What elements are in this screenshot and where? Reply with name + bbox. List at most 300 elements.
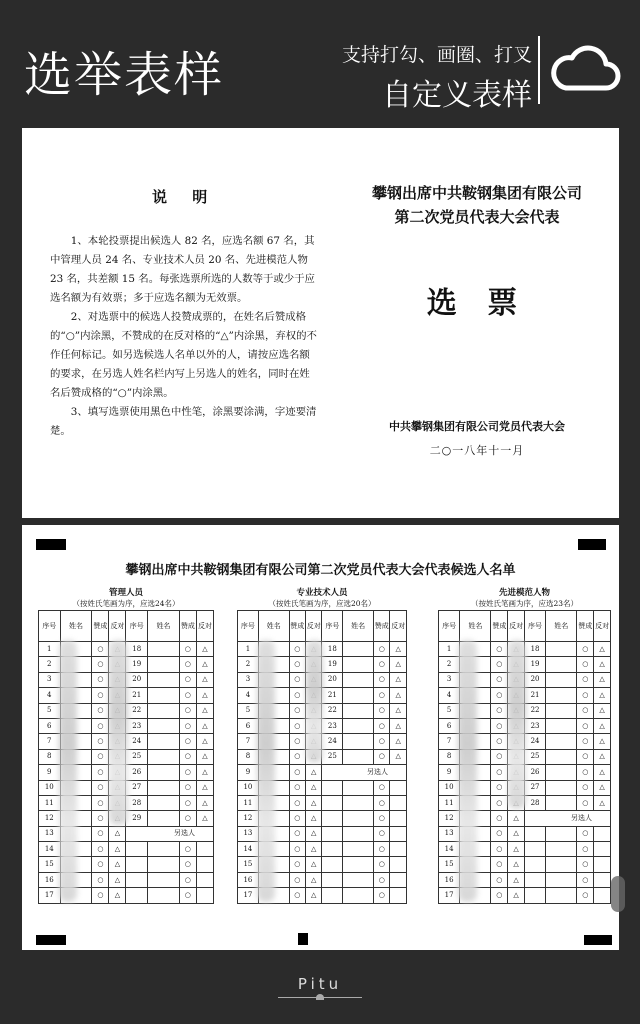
oppose-triangle[interactable]: △ [306,765,322,780]
write-in-name[interactable] [524,857,545,872]
oppose-triangle[interactable]: △ [196,795,213,810]
seq-cell: 18 [126,642,148,657]
cloud-icon[interactable] [548,40,622,100]
oppose-triangle[interactable]: △ [109,857,126,872]
approve-circle[interactable]: ○ [577,780,594,795]
oppose-triangle[interactable]: △ [508,811,525,826]
registration-mark [36,935,66,945]
approve-circle[interactable]: ○ [289,765,305,780]
seq-cell: 28 [524,795,545,810]
approve-circle[interactable]: ○ [374,811,390,826]
approve-circle[interactable]: ○ [491,718,508,733]
seq-cell: 23 [524,718,545,733]
seq-cell: 11 [39,795,61,810]
oppose-triangle[interactable]: △ [508,872,525,887]
seq-cell: 20 [322,672,343,687]
seq-cell: 9 [238,765,259,780]
write-in-name[interactable] [524,872,545,887]
name-cell [546,642,577,657]
name-cell [343,657,374,672]
approve-circle[interactable]: ○ [92,688,109,703]
oppose-triangle[interactable]: △ [390,657,407,672]
approve-circle[interactable]: ○ [289,672,305,687]
name-cell [546,795,577,810]
oppose-triangle[interactable]: △ [196,703,213,718]
column-header: 赞成 [289,611,305,642]
approve-circle[interactable]: ○ [491,672,508,687]
redacted-names [458,640,476,902]
approve-circle[interactable]: ○ [289,857,305,872]
column-header: 姓名 [258,611,289,642]
write-in-name-cell[interactable] [546,888,577,903]
name-cell [546,703,577,718]
seq-cell: 25 [126,749,148,764]
oppose-triangle[interactable]: △ [390,688,407,703]
oppose-triangle[interactable]: △ [109,842,126,857]
approve-circle[interactable]: ○ [289,718,305,733]
approve-circle[interactable]: ○ [374,703,390,718]
write-in-name[interactable] [322,842,343,857]
write-in-name-cell[interactable] [343,826,374,841]
approve-circle[interactable]: ○ [374,749,390,764]
seq-cell: 6 [39,718,61,733]
write-in-name[interactable] [322,780,343,795]
oppose-triangle[interactable]: △ [594,749,611,764]
blank-cell [390,842,407,857]
seq-cell: 20 [524,672,545,687]
write-in-name[interactable] [322,811,343,826]
write-in-name[interactable] [322,888,343,903]
registration-mark [36,539,66,550]
name-cell [546,672,577,687]
blank-cell [594,888,611,903]
name-cell [148,703,180,718]
seq-cell: 9 [39,765,61,780]
approve-circle[interactable]: ○ [491,703,508,718]
oppose-triangle[interactable]: △ [390,703,407,718]
seq-cell: 25 [524,749,545,764]
approve-circle[interactable]: ○ [491,765,508,780]
approve-circle[interactable]: ○ [491,811,508,826]
write-in-name-cell[interactable] [546,842,577,857]
write-in-name-cell[interactable] [546,826,577,841]
approve-circle[interactable]: ○ [289,826,305,841]
approve-circle[interactable]: ○ [289,842,305,857]
approve-circle[interactable]: ○ [289,780,305,795]
seq-cell: 28 [126,795,148,810]
write-in-name-cell[interactable] [343,795,374,810]
seq-cell: 7 [439,734,460,749]
approve-circle[interactable]: ○ [179,688,196,703]
section-note: （按姓氏笔画为序，应选20名） [268,599,376,608]
column-header: 序号 [39,611,61,642]
approve-circle[interactable]: ○ [92,749,109,764]
approve-circle[interactable]: ○ [577,703,594,718]
approve-circle[interactable]: ○ [179,780,196,795]
write-in-name[interactable] [126,842,148,857]
approve-circle[interactable]: ○ [179,642,196,657]
approve-circle[interactable]: ○ [491,888,508,903]
name-cell [343,672,374,687]
write-in-name[interactable] [126,872,148,887]
approve-circle[interactable]: ○ [289,703,305,718]
seq-cell: 7 [238,734,259,749]
approve-circle[interactable]: ○ [491,642,508,657]
approve-circle[interactable]: ○ [289,642,305,657]
blank-cell [196,842,213,857]
redacted-names [59,640,78,902]
column-header: 姓名 [343,611,374,642]
write-in-name-cell[interactable] [343,857,374,872]
write-in-name[interactable] [322,826,343,841]
oppose-triangle[interactable]: △ [306,811,322,826]
seq-cell: 4 [439,688,460,703]
approve-circle[interactable]: ○ [289,795,305,810]
write-in-name-cell[interactable] [343,780,374,795]
approve-circle[interactable]: ○ [374,672,390,687]
write-in-name-cell[interactable] [148,872,180,887]
approve-circle[interactable]: ○ [374,780,390,795]
oppose-triangle[interactable]: △ [390,672,407,687]
brand-ornament [316,994,324,1000]
oppose-triangle[interactable]: △ [109,872,126,887]
approve-circle[interactable]: ○ [577,642,594,657]
approve-circle[interactable]: ○ [374,842,390,857]
column-header: 反对 [390,611,407,642]
write-in-name-cell[interactable] [148,888,180,903]
seq-cell: 13 [439,826,460,841]
write-in-name-cell[interactable] [148,857,180,872]
column-header: 反对 [109,611,126,642]
seq-cell: 17 [439,888,460,903]
oppose-triangle[interactable]: △ [196,734,213,749]
approve-circle[interactable]: ○ [577,688,594,703]
oppose-triangle[interactable]: △ [390,642,407,657]
approve-circle[interactable]: ○ [179,703,196,718]
seq-cell: 5 [39,703,61,718]
seq-cell: 12 [238,811,259,826]
column-header: 姓名 [546,611,577,642]
approve-circle[interactable]: ○ [92,826,109,841]
oppose-triangle[interactable]: △ [508,857,525,872]
seq-cell: 24 [322,734,343,749]
write-in-name-cell[interactable] [343,811,374,826]
ballot-cover-sheet [22,128,619,518]
seq-cell: 2 [238,657,259,672]
oppose-triangle[interactable]: △ [508,888,525,903]
column-header: 序号 [238,611,259,642]
seq-cell: 3 [439,672,460,687]
approve-circle[interactable]: ○ [92,765,109,780]
oppose-triangle[interactable]: △ [594,688,611,703]
oppose-triangle[interactable]: △ [196,765,213,780]
approve-circle[interactable]: ○ [92,657,109,672]
oppose-triangle[interactable]: △ [594,657,611,672]
seq-cell: 3 [238,672,259,687]
approve-circle[interactable]: ○ [179,842,196,857]
ballot-title: 选 票 [426,286,528,321]
name-cell [148,795,180,810]
oppose-triangle[interactable]: △ [508,842,525,857]
explanation-paragraph: 2、对选票中的候选人投赞成票的，在姓名后赞成格的“○”内涂黑，不赞成的在反对格的“△”内涂黑，弃权的不作任何标记。如另选候选人名单以外的人，请按应选名额的要求，在另选人姓名栏内写上另选人的姓名，同时在姓名后赞成格的“○”内涂黑。 [50,311,317,399]
approve-circle[interactable]: ○ [289,657,305,672]
approve-circle[interactable]: ○ [289,811,305,826]
app-header [0,0,640,128]
write-in-name-cell[interactable] [148,842,180,857]
seq-cell: 13 [39,826,61,841]
approve-circle[interactable]: ○ [374,826,390,841]
approve-circle[interactable]: ○ [491,872,508,887]
approve-circle[interactable]: ○ [179,857,196,872]
approve-circle[interactable]: ○ [374,857,390,872]
issue-date: 二○一八年十一月 [429,444,525,457]
approve-circle[interactable]: ○ [92,872,109,887]
seq-cell: 14 [439,842,460,857]
oppose-triangle[interactable]: △ [594,703,611,718]
column-header: 序号 [439,611,460,642]
oppose-triangle[interactable]: △ [306,795,322,810]
approve-circle[interactable]: ○ [179,795,196,810]
approve-circle[interactable]: ○ [577,718,594,733]
registration-mark [578,539,606,550]
seq-cell: 19 [524,657,545,672]
approve-circle[interactable]: ○ [374,795,390,810]
oppose-triangle[interactable]: △ [196,642,213,657]
oppose-triangle[interactable]: △ [594,718,611,733]
seq-cell: 19 [322,657,343,672]
write-in-name[interactable] [524,842,545,857]
oppose-triangle[interactable]: △ [109,826,126,841]
name-cell [343,718,374,733]
approve-circle[interactable]: ○ [289,688,305,703]
approve-circle[interactable]: ○ [374,718,390,733]
approve-circle[interactable]: ○ [179,749,196,764]
approve-circle[interactable]: ○ [92,718,109,733]
seq-cell: 20 [126,672,148,687]
blank-cell [196,857,213,872]
oppose-triangle[interactable]: △ [390,749,407,764]
approve-circle[interactable]: ○ [374,642,390,657]
approve-circle[interactable]: ○ [577,888,594,903]
oppose-triangle[interactable]: △ [390,718,407,733]
approve-circle[interactable]: ○ [289,749,305,764]
approve-circle[interactable]: ○ [491,795,508,810]
approve-circle[interactable]: ○ [179,765,196,780]
approve-circle[interactable]: ○ [577,842,594,857]
write-in-name-cell[interactable] [546,857,577,872]
approve-circle[interactable]: ○ [491,842,508,857]
approve-circle[interactable]: ○ [92,780,109,795]
seq-cell: 16 [39,872,61,887]
redacted-names [508,640,526,809]
oppose-triangle[interactable]: △ [306,826,322,841]
write-in-name-cell[interactable] [343,872,374,887]
oppose-triangle[interactable]: △ [306,780,322,795]
approve-circle[interactable]: ○ [179,872,196,887]
oppose-triangle[interactable]: △ [594,795,611,810]
feature-subtitle: 支持打勾、画圈、打叉 [341,44,532,66]
seq-cell: 11 [439,795,460,810]
name-cell [148,749,180,764]
approve-circle[interactable]: ○ [491,734,508,749]
write-in-name[interactable] [524,826,545,841]
oppose-triangle[interactable]: △ [594,672,611,687]
blank-cell [594,826,611,841]
seq-cell: 22 [126,703,148,718]
approve-circle[interactable]: ○ [491,657,508,672]
approve-circle[interactable]: ○ [491,857,508,872]
approve-circle[interactable]: ○ [92,795,109,810]
seq-cell: 1 [439,642,460,657]
approve-circle[interactable]: ○ [179,718,196,733]
write-in-name[interactable] [322,857,343,872]
write-in-name-cell[interactable] [546,872,577,887]
approve-circle[interactable]: ○ [491,826,508,841]
column-header: 赞成 [577,611,594,642]
oppose-triangle[interactable]: △ [594,780,611,795]
explanation-paragraph: 1、本轮投票提出候选人 82 名，应选名额 67 名，其中管理人员 24 名、专业技术人员 20 名、先进模范人物 23 名，共差额 15 名。每张选票所选的人数等于或少于应选名额为有效票；多于应选名额为无效票。 [50,235,315,304]
approve-circle[interactable]: ○ [491,780,508,795]
registration-mark [584,935,612,945]
oppose-triangle[interactable]: △ [196,811,213,826]
approve-circle[interactable]: ○ [374,688,390,703]
seq-cell: 8 [39,749,61,764]
blank-cell [390,811,407,826]
seq-cell: 3 [39,672,61,687]
name-cell [546,749,577,764]
write-in-name[interactable] [322,795,343,810]
name-cell [546,780,577,795]
redacted-names [109,640,128,825]
approve-circle[interactable]: ○ [374,872,390,887]
approve-circle[interactable]: ○ [289,888,305,903]
approve-circle[interactable]: ○ [577,765,594,780]
seq-cell: 14 [238,842,259,857]
blank-cell [594,857,611,872]
seq-cell: 11 [238,795,259,810]
approve-circle[interactable]: ○ [289,872,305,887]
approve-circle[interactable]: ○ [374,888,390,903]
approve-circle[interactable]: ○ [179,811,196,826]
approve-circle[interactable]: ○ [92,888,109,903]
write-in-name[interactable] [126,888,148,903]
section-heading: 管理人员 [108,588,143,598]
registration-mark [298,933,308,945]
oppose-triangle[interactable]: △ [109,888,126,903]
seq-cell: 1 [39,642,61,657]
seq-cell: 4 [238,688,259,703]
name-cell [148,811,180,826]
name-cell [343,703,374,718]
name-cell [343,642,374,657]
approve-circle[interactable]: ○ [92,857,109,872]
seq-cell: 15 [39,857,61,872]
oppose-triangle[interactable]: △ [306,842,322,857]
seq-cell: 21 [126,688,148,703]
blank-cell [390,780,407,795]
approve-circle[interactable]: ○ [92,672,109,687]
blank-cell [196,872,213,887]
seq-cell: 2 [439,657,460,672]
oppose-triangle[interactable]: △ [196,780,213,795]
approve-circle[interactable]: ○ [289,734,305,749]
oppose-triangle[interactable]: △ [196,672,213,687]
approve-circle[interactable]: ○ [92,734,109,749]
seq-cell: 17 [238,888,259,903]
write-in-name[interactable] [524,888,545,903]
seq-cell: 21 [322,688,343,703]
candidate-list-title: 攀钢出席中共鞍钢集团有限公司第二次党员代表大会代表候选人名单 [125,563,516,578]
approve-circle[interactable]: ○ [577,672,594,687]
write-in-name-cell[interactable] [343,842,374,857]
seq-cell: 23 [126,718,148,733]
seq-cell: 12 [439,811,460,826]
seq-cell: 7 [39,734,61,749]
approve-circle[interactable]: ○ [374,734,390,749]
write-in-name[interactable] [126,857,148,872]
section-note: （按姓氏笔画为序，应选24名） [72,599,180,608]
redacted-names [257,640,275,902]
oppose-triangle[interactable]: △ [196,718,213,733]
oppose-triangle[interactable]: △ [594,642,611,657]
oppose-triangle[interactable]: △ [508,826,525,841]
oppose-triangle[interactable]: △ [594,765,611,780]
approve-circle[interactable]: ○ [491,688,508,703]
seq-cell: 19 [126,657,148,672]
approve-circle[interactable]: ○ [577,872,594,887]
seq-cell: 13 [238,826,259,841]
column-header: 赞成 [179,611,196,642]
seq-cell: 21 [524,688,545,703]
oppose-triangle[interactable]: △ [196,657,213,672]
name-cell [148,765,180,780]
oppose-triangle[interactable]: △ [306,872,322,887]
approve-circle[interactable]: ○ [577,734,594,749]
approve-circle[interactable]: ○ [92,811,109,826]
approve-circle[interactable]: ○ [577,795,594,810]
approve-circle[interactable]: ○ [577,857,594,872]
approve-circle[interactable]: ○ [491,749,508,764]
approve-circle[interactable]: ○ [179,672,196,687]
approve-circle[interactable]: ○ [577,657,594,672]
oppose-triangle[interactable]: △ [196,749,213,764]
approve-circle[interactable]: ○ [577,826,594,841]
approve-circle[interactable]: ○ [374,657,390,672]
approve-circle[interactable]: ○ [92,703,109,718]
side-handle[interactable] [611,876,625,912]
approve-circle[interactable]: ○ [179,657,196,672]
blank-cell [390,888,407,903]
approve-circle[interactable]: ○ [179,888,196,903]
approve-circle[interactable]: ○ [92,842,109,857]
seq-cell: 22 [322,703,343,718]
write-in-name[interactable] [322,872,343,887]
approve-circle[interactable]: ○ [92,642,109,657]
column-header: 姓名 [460,611,491,642]
column-header: 反对 [594,611,611,642]
approve-circle[interactable]: ○ [179,734,196,749]
approve-circle[interactable]: ○ [577,749,594,764]
seq-cell: 26 [126,765,148,780]
oppose-triangle[interactable]: △ [306,857,322,872]
oppose-triangle[interactable]: △ [306,888,322,903]
write-in-name-cell[interactable] [343,888,374,903]
seq-cell: 10 [39,780,61,795]
oppose-triangle[interactable]: △ [594,734,611,749]
oppose-triangle[interactable]: △ [196,688,213,703]
oppose-triangle[interactable]: △ [390,734,407,749]
name-cell [148,718,180,733]
